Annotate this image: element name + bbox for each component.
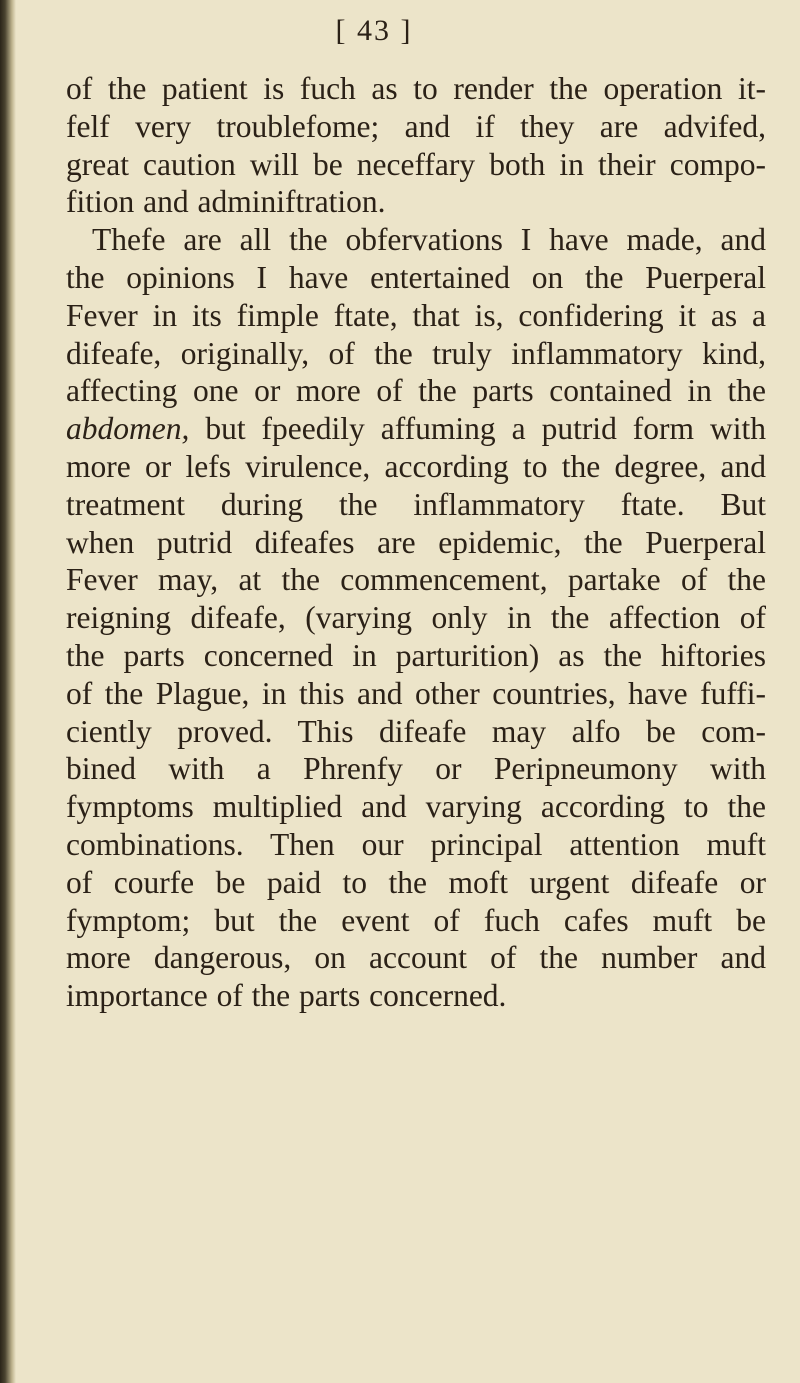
text-line <box>66 410 766 448</box>
text-line: when putrid difeafes are epidemic, the Puerperal <box>66 524 766 560</box>
text-line: fymptom; but the event of fuch cafes muft be <box>66 902 766 938</box>
text-line: great caution will be neceffary both in their compo- <box>66 146 766 182</box>
text-line: the opinions I have entertained on the Puerperal <box>66 259 766 295</box>
text-line: combinations. Then our principal attention muft <box>66 826 766 862</box>
page-number-header: [ 43 ] <box>335 14 413 47</box>
text-line: fymptoms multiplied and varying according to the <box>66 789 766 825</box>
text-line: difeafe, originally, of the truly inflammatory kind, <box>66 335 766 371</box>
text-line: importance of the parts concerned. <box>66 978 507 1014</box>
text-line: Thefe are all the obfervations I have made, and <box>92 222 766 258</box>
text-line: Fever may, at the commencement, partake of the <box>66 562 766 598</box>
text-line: bined with a Phrenfy or Peripneumony with <box>66 751 766 787</box>
body-paragraph <box>66 70 766 1015</box>
book-binding-edge <box>0 0 16 1383</box>
text-line: more or lefs virulence, according to the degree, and <box>66 448 766 484</box>
italic-term: abdomen, <box>66 411 190 447</box>
text-line: of courfe be paid to the moft urgent difeafe or <box>66 864 766 900</box>
text-line: Fever in its fimple ftate, that is, confidering it as a <box>66 297 766 333</box>
text-run: but fpeedily affuming a putrid form with <box>189 411 766 447</box>
text-line: the parts concerned in parturition) as the hiftories <box>66 637 766 673</box>
text-line: reigning difeafe, (varying only in the affection of <box>66 600 766 636</box>
text-line: more dangerous, on account of the number and <box>66 940 766 976</box>
text-line: felf very troublefome; and if they are advifed, <box>66 108 766 144</box>
text-line: affecting one or more of the parts contained in the <box>66 373 766 409</box>
text-line: ciently proved. This difeafe may alfo be com- <box>66 713 766 749</box>
text-line: of the patient is fuch as to render the operation it- <box>66 71 766 106</box>
text-line: treatment during the inflammatory ftate. But <box>66 486 766 522</box>
text-line: fition and adminiftration. <box>66 184 386 220</box>
text-line: of the Plague, in this and other countries, have fuffi- <box>66 675 766 711</box>
